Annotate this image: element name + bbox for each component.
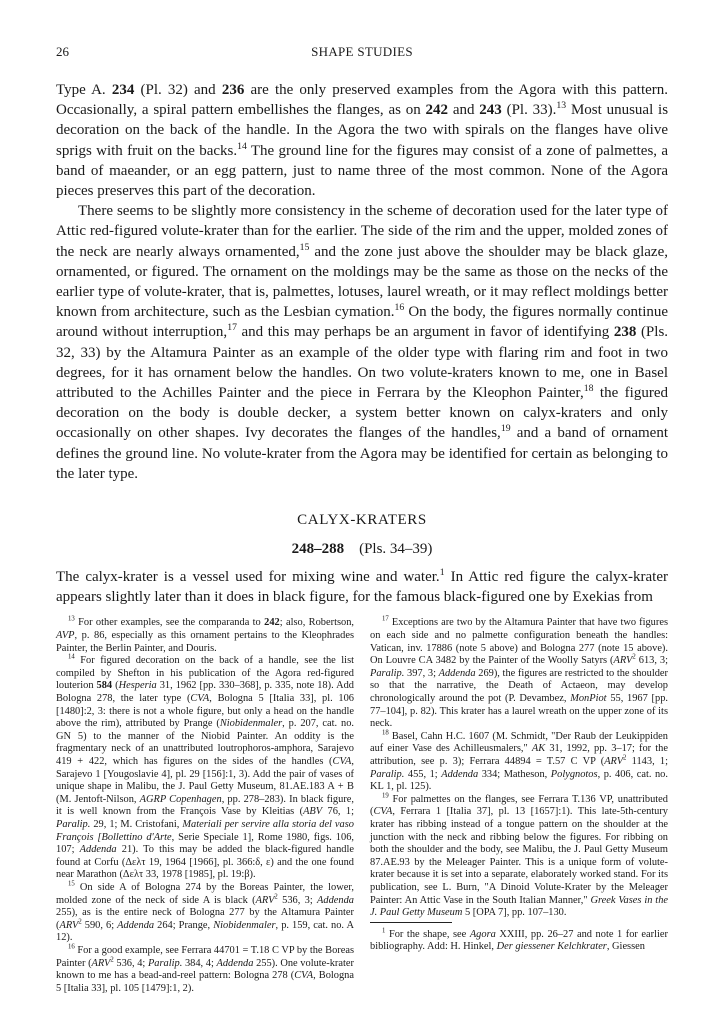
footnote-ref: 17 (227, 322, 237, 334)
footnotes-right-column (370, 617, 668, 995)
footnote-17: $^{17}$ Exceptions are two by the Altamura Painter that have two figures on each side and no palmette configuration beneath the handles: Vatican, inv. 17886 (note 5 above) and Bologna 277 (note 15 above). On Louvre CA 3482 by the Painter of the Woolly Satyrs (ARV$^2$ 613, 3; Paralip. 397, 3; Addenda 269), the figures are restricted to the shoulder so that the narrative, the Death of Actaeon, may develop chronologically around the pot (P. Devambez, MonPiot 55, 1967 [pp. 77–104], p. 82). This krater has a laurel wreath on the upper zone of its neck. (370, 616, 669, 730)
footnote-16: $^{16}$ For a good example, see Ferrara 44701 = T.18 C VP by the Boreas Painter (ARV$^2$ 536, 4; Paralip. 384, 4; Addenda 255). One volute-krater known to me has a bead-and-reel pattern: Bologna 278 (CVA, Bologna 5 [Italia 33], pl. 105 [1479]:1, 2). (56, 943, 354, 994)
paragraph-1: Type A. 234 (Pl. 32) and 236 are the only preserved examples from the Agora with this pattern. Occasionally, a spiral pattern embellishes the flanges, as on 242 and 243 (Pl. 33).$^{13}$ Most unusual is decoration on the back of the handle. In the Agora the two with spirals on the flanges have olive sprigs with fruit on the backs.$^{14}$ The ground line for the figures may consist of a zone of palmettes, a band of maeander, or an egg pattern, just to name three of the most common. None of the Agora pieces preserves this part of the decoration. (56, 82, 669, 200)
running-head: SHAPE STUDIES (311, 44, 413, 59)
page-number: 26 (56, 44, 69, 59)
intro-paragraph: The calyx-krater is a vessel used for mixing wine and water.$^1$ In Attic red figure the calyx-krater appears slightly later than it does in black figure, for the famous black-figured one by Exekias from (56, 567, 669, 606)
catalog-range-plates: (Pls. 34–39) (359, 541, 433, 558)
catalog-number: 234 (111, 82, 135, 98)
section-intro (56, 567, 668, 607)
footnote-15: $^{15}$ On side A of Bologna 274 by the Boreas Painter, the lower, molded zone of the neck of side A is black (ARV$^2$ 536, 3; Addenda 255), as is the entire neck of Bologna 277 by the Altamura Painter (ARV$^2$ 590, 6; Addenda 264; Prange, Niobidenmaler, p. 159, cat. no. A 12). (56, 880, 354, 944)
footnote-ref: 13 (556, 100, 567, 112)
footnote-divider (370, 922, 452, 923)
footnote-13: $^{13}$ For other examples, see the comparanda to 242; also, Robertson, AVP, p. 86, especially as this ornament pertains to the Kleophrades Painter, the Berlin Painter, and Douris. (56, 616, 354, 654)
catalog-number: 242 (425, 102, 449, 119)
catalog-number: 243 (479, 102, 502, 119)
catalog-number: 236 (221, 82, 245, 98)
footnote-ref: 18 (583, 383, 594, 395)
footnote-ref: 16 (394, 302, 405, 314)
catalog-number: 238 (613, 324, 637, 341)
footnotes-left-column (56, 617, 354, 995)
catalog-range (56, 541, 668, 558)
footnote-ref: 1 (439, 567, 445, 579)
page-header (56, 44, 668, 66)
footnote-ref: 19 (500, 423, 511, 435)
footnote-18: $^{18}$ Basel, Cahn H.C. 1607 (M. Schmidt, "Der Raub der Leukippiden auf einer Vase des Achilleusmalers," AK 31, 1992, pp. 3–17; for the attribution, see p. 3); Ferrara 44894 = T.57 C VP (ARV$^2$ 1143, 1; Paralip. 455, 1; Addenda 334; Matheson, Polygnotos, p. 406, cat. no. KL 1, pl. 125). (370, 729, 668, 793)
paragraph-2: There seems to be slightly more consistency in the scheme of decoration used for the later type of Attic red-figured volute-krater than for the earlier. The side of the rim and the upper, molded zones of the neck are nearly always ornamented,$^{15}$ and the zone just above the shoulder may be black glaze, ornamented, or figured. The ornament on the moldings may be the same as those on the necks of the earlier type of volute-krater, that is, palmettes, lotuses, laurel wreath, or it may reflect moldings better known from architecture, such as the Lesbian cymation.$^{16}$ On the body, the figures normally continue around without interruption,$^{17}$ and this may perhaps be an argument in favor of identifying 238 (Pls. 32, 33) by the Altamura Painter as an example of the older type with flaring rim and foot in two degrees, for it has ornament below the handles. On two volute-kraters known to me, one in Basel attributed to the Achilles Painter and the piece in Ferrara by the Kleophon Painter,$^{18}$ the figured decoration on the body is double decker, a system better known on calyx-kraters and only occasionally on other shapes. Ivy decorates the flanges of the handles,$^{19}$ and a band of ornament defines the ground line. No volute-krater from the Agora may be identified for certain as belonging to the later type. (56, 203, 669, 482)
catalog-range-numbers: 248–288 (291, 541, 345, 558)
footnote-ref: 14 (237, 140, 247, 152)
section-heading: CALYX-KRATERS (297, 512, 427, 529)
footnote-14: $^{14}$ For figured decoration on the back of a handle, see the list compiled by Shefton in his publication of the Agora red-figured louterion 584 (Hesperia 31, 1962 [pp. 330–368], p. 335, note 18). Add Bologna 278, the later type (CVA, Bologna 5 [Italia 33], pl. 106 [1480]:2, 3: there is not a whole figure, but only a head on the handle above the rim), attributed by Prange (Niobidenmaler, p. 207, cat. no. GN 5) to the manner of the Niobid Painter. An oddity is the fragmentary neck of an unattributed loutrophoros-amphora, Sarajevo 419 + 422, which has figures on the sides of the handles (CVA, Sarajevo 1 [Yougoslavie 4], pl. 29 [156]:1, 3). Add the pair of vases of unique shape in Malibu, the J. Paul Getty Museum, 81.AE.183 A + B (M. Jentoft-Nilson, AGRP Copenhagen, pp. 278–283). In black figure, it is well known from the François Vase by Kleitias (ABV 76, 1; Paralip. 29, 1; M. Cristofani, Materiali per servire alla storia del vaso François [Bollettino d'Arte, Serie Speciale 1], Rome 1980, figs. 106, 107; Addenda 21). To this may be added the black-figured handle found at Corfu (Δελτ 19, 1964 [1966], pl. 366:δ, ε) and the one found near Marathon (Δελτ 33, 1978 [1985], pl. 19:β). (56, 653, 355, 881)
footnotes (56, 617, 668, 995)
footnote-ref: 15 (299, 241, 310, 253)
footnote-19: $^{19}$ For palmettes on the flanges, see Ferrara T.136 VP, unattributed (CVA, Ferrara 1 [Italia 37], pl. 13 [1657]:1). This late-5th-century krater has ribbing instead of a tongue pattern on the shoulder at the junction with the neck and ribbing below the figures. For ribbing on both the shoulder and the body, see Malibu, the J. Paul Getty Museum 87.AE.93 by the Meleager Painter. This is a unique form of volute-krater because it is set into a separate, elaborately worked stand. For its publication, see L. Burn, "A Dinoid Volute-Krater by the Meleager Painter: An Attic Vase in the South Italian Manner," Greek Vases in the J. Paul Getty Museum 5 [OPA 7], pp. 107–130. (370, 792, 668, 919)
page (56, 44, 668, 995)
footnote-1: $^1$ For the shape, see Agora XXIII, pp. 26–27 and note 1 for earlier bibliography. Add: H. Hinkel, Der giessener Kelchkrater, Giessen (370, 927, 668, 953)
body-text (56, 80, 668, 484)
